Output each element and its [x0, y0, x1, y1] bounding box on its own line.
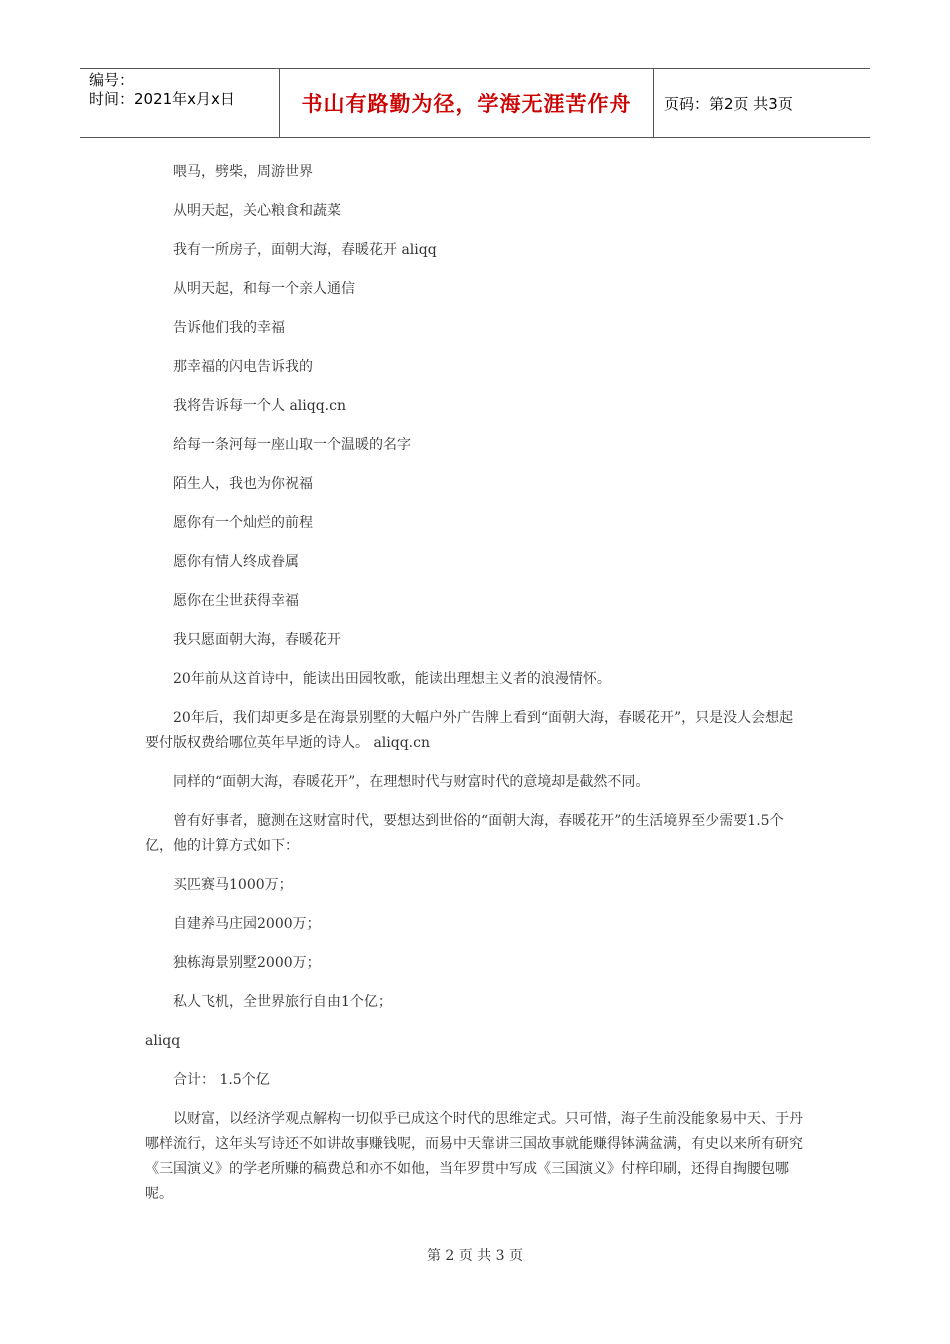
poem-line: 愿你有一个灿烂的前程	[173, 515, 313, 531]
poem-line: 从明天起，关心粮食和蔬菜	[173, 203, 341, 219]
page-header	[80, 68, 870, 138]
cost-total: 合计： 1.5个亿	[173, 1072, 270, 1088]
cost-item: 私人飞机，全世界旅行自由1个亿；	[173, 994, 392, 1010]
paragraph: 曾有好事者，臆测在这财富时代，要想达到世俗的“面朝大海，春暖花开”的生活境界至少需要1.5个亿，他的计算方式如下：	[145, 813, 784, 854]
paragraph: 同样的“面朝大海，春暖花开”，在理想时代与财富时代的意境却是截然不同。	[173, 774, 650, 790]
document-time-label: 时间：2021年x月x日	[89, 90, 235, 108]
cost-item: 自建养马庄园2000万；	[173, 916, 321, 932]
header-page-info: 页码：第2页 共3页	[664, 94, 793, 113]
poem-line: 愿你有情人终成眷属	[173, 554, 299, 570]
poem-line: 我有一所房子，面朝大海，春暖花开 aliqq	[173, 242, 437, 258]
cost-item: 独栋海景别墅2000万；	[173, 955, 321, 971]
cost-item: 买匹赛马1000万；	[173, 877, 293, 893]
paragraph: 20年后，我们却更多是在海景别墅的大幅户外广告牌上看到“面朝大海，春暖花开”，只是没人会想起要付版权费给哪位英年早逝的诗人。 aliqq.cn	[145, 710, 794, 751]
poem-block	[145, 160, 805, 653]
poem-line: 喂马，劈柴，周游世界	[173, 164, 313, 180]
document-body	[145, 160, 805, 1221]
header-motto: 书山有路勤为径，学海无涯苦作舟	[280, 69, 654, 137]
poem-line: 那幸福的闪电告诉我的	[173, 359, 313, 375]
watermark-text: aliqq	[145, 1033, 181, 1049]
poem-line: 从明天起，和每一个亲人通信	[173, 281, 355, 297]
poem-line: 我只愿面朝大海，春暖花开	[173, 632, 341, 648]
page-footer: 第 2 页 共 3 页	[426, 1248, 524, 1264]
poem-line: 告诉他们我的幸福	[173, 320, 285, 336]
poem-line: 我将告诉每一个人 aliqq.cn	[173, 398, 346, 414]
header-meta	[80, 69, 280, 137]
paragraph: 以财富，以经济学观点解构一切似乎已成这个时代的思维定式。只可惜，海子生前没能象易中天、于丹哪样流行，这年头写诗还不如讲故事赚钱呢，而易中天靠讲三国故事就能赚得钵满盆满，有史以来所有研究《三国演义》的学老所赚的稿费总和亦不如他，当年罗贯中写成《三国演义》付梓印刷，还得自掏腰包哪呢。	[145, 1111, 803, 1202]
poem-line: 陌生人，我也为你祝福	[173, 476, 313, 492]
poem-line: 给每一条河每一座山取一个温暖的名字	[173, 437, 411, 453]
paragraph: 20年前从这首诗中，能读出田园牧歌，能读出理想主义者的浪漫情怀。	[173, 671, 611, 687]
document-number-label: 编号：	[89, 71, 135, 89]
poem-line: 愿你在尘世获得幸福	[173, 593, 299, 609]
